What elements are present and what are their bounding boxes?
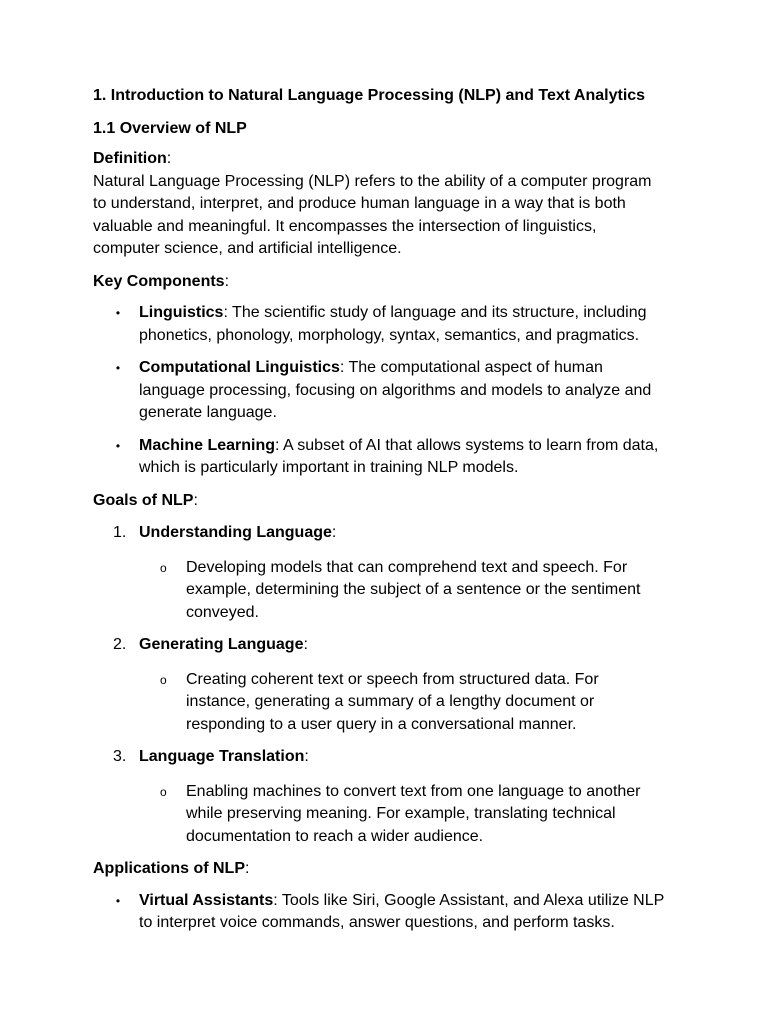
sub-list-item-line: example, determining the subject of a sentence or the sentiment — [186, 581, 641, 598]
list-item-colon: : — [303, 636, 308, 653]
sub-list-item-line: responding to a user query in a conversational manner. — [186, 715, 577, 733]
list-item-term: Language Translation — [139, 748, 305, 765]
list-item-term: Virtual Assistants — [139, 891, 274, 909]
list-item-text: : The computational aspect of human — [339, 359, 603, 376]
list-item-term: Understanding Language — [139, 524, 332, 541]
applications-colon: : — [245, 860, 250, 877]
definition-label-line — [93, 148, 683, 171]
list-item-line: language processing, focusing on algorithms and models to analyze and — [139, 381, 652, 399]
section-heading: 1.1 Overview of NLP — [93, 119, 247, 137]
goals-label: Goals of NLP — [93, 491, 194, 509]
list-item-colon: : — [331, 524, 337, 541]
bullet-marker: • — [115, 361, 121, 375]
goals-list — [93, 522, 683, 848]
key-components-colon: : — [224, 272, 230, 290]
list-item — [93, 522, 683, 545]
definition-text-line: Natural Language Processing (NLP) refers to the ability of a computer program — [93, 172, 652, 190]
definition-block — [93, 148, 683, 261]
list-item-term: Computational Linguistics — [139, 359, 340, 376]
list-item — [93, 302, 683, 347]
document-page — [93, 85, 683, 945]
list-item-line: phonetics, phonology, morphology, syntax, semantics, and pragmatics. — [139, 326, 640, 344]
definition-colon: : — [166, 150, 172, 167]
definition-label: Definition — [93, 150, 167, 167]
list-item-term: Machine Learning — [139, 436, 276, 454]
list-item-term: Generating Language — [139, 636, 304, 653]
goals-colon: : — [193, 491, 198, 509]
list-item-term: Linguistics — [139, 304, 224, 321]
key-components-label-line — [93, 271, 683, 294]
applications-label: Applications of NLP — [93, 860, 245, 877]
sub-list-item — [93, 557, 683, 625]
applications-list — [93, 890, 683, 935]
sub-list-item — [93, 781, 683, 849]
key-components-list — [93, 302, 683, 480]
list-item — [93, 634, 683, 657]
list-item — [93, 435, 683, 480]
sub-list-item-line: instance, generating a summary of a lengthy document or — [186, 693, 595, 710]
circle-marker: o — [160, 560, 167, 575]
list-item-line — [139, 634, 683, 657]
sub-list-item-line: documentation to reach a wider audience. — [186, 827, 484, 845]
list-item — [93, 890, 683, 935]
key-components-label: Key Components — [93, 272, 225, 290]
list-item-line — [139, 357, 683, 380]
list-item-line — [139, 746, 683, 769]
circle-marker: o — [160, 672, 167, 687]
list-item-colon: : — [304, 748, 309, 765]
number-marker: 3. — [113, 748, 127, 765]
bullet-marker: • — [115, 438, 121, 453]
sub-list-item-line: Creating coherent text or speech from structured data. For — [186, 670, 599, 688]
goals-label-line — [93, 490, 683, 513]
list-item-line — [139, 302, 683, 325]
list-item — [93, 746, 683, 769]
definition-text-line: computer science, and artificial intelligence. — [93, 240, 402, 257]
circle-marker: o — [160, 784, 167, 799]
applications-label-line — [93, 858, 683, 881]
definition-text-line: valuable and meaningful. It encompasses the intersection of linguistics, — [93, 217, 597, 235]
list-item — [93, 357, 683, 425]
sub-list-item-line: while preserving meaning. For example, translating technical — [186, 805, 616, 822]
list-item-text: : The scientific study of language and its structure, including — [223, 304, 647, 321]
list-item-line: which is particularly important in training NLP models. — [139, 459, 519, 476]
sub-list-item-line: Enabling machines to convert text from one language to another — [186, 782, 641, 800]
list-item-text: : A subset of AI that allows systems to learn from data, — [275, 436, 659, 454]
bullet-marker: • — [115, 893, 121, 908]
definition-text-line: to understand, interpret, and produce human language in a way that is both — [93, 195, 626, 212]
list-item-line: generate language. — [139, 404, 277, 421]
number-marker: 2. — [113, 636, 127, 653]
sub-list-item-line: Developing models that can comprehend text and speech. For — [186, 558, 628, 576]
list-item-text: : Tools like Siri, Google Assistant, and Alexa utilize NLP — [273, 891, 665, 909]
document-title: 1. Introduction to Natural Language Processing (NLP) and Text Analytics — [93, 87, 646, 104]
list-item-line — [139, 522, 683, 545]
sub-list-item — [93, 669, 683, 737]
bullet-marker: • — [115, 306, 121, 320]
number-marker: 1. — [113, 524, 127, 541]
sub-list-item-line: conveyed. — [186, 603, 259, 621]
list-item-line — [139, 890, 683, 913]
list-item-line: to interpret voice commands, answer questions, and perform tasks. — [139, 914, 615, 931]
list-item-line — [139, 435, 683, 458]
